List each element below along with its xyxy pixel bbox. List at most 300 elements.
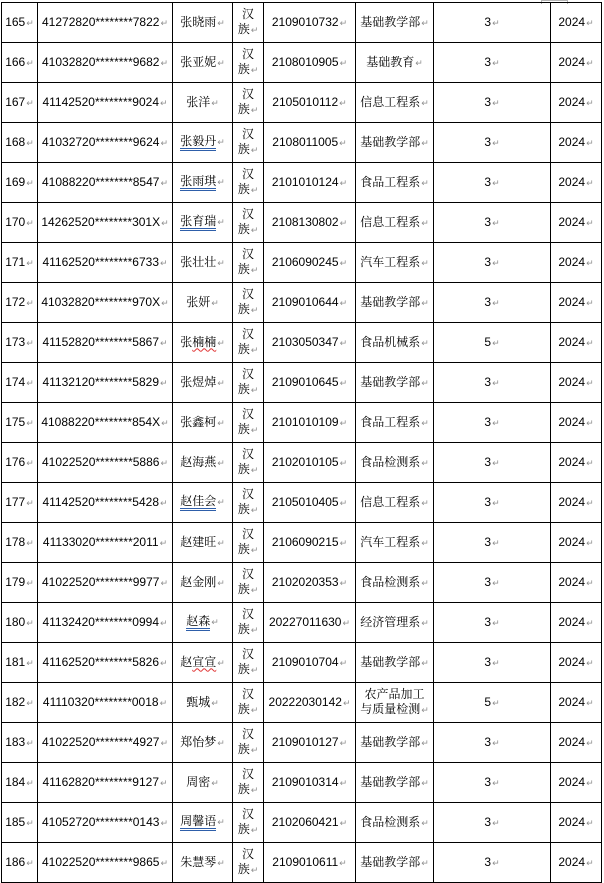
cell-ethnicity[interactable]	[233, 603, 264, 643]
name-text: 张壮壮↵	[180, 254, 225, 269]
cell-student-id[interactable]	[264, 323, 356, 363]
cell-name[interactable]	[173, 563, 233, 603]
cell-year[interactable]	[551, 3, 602, 43]
ethnicity-text: 汉 族↵	[237, 247, 259, 276]
department-text: 基础教学部↵	[360, 134, 429, 149]
cell-ethnicity[interactable]	[233, 683, 264, 723]
id-number-text: 41142520********5428↵	[42, 494, 168, 509]
cell-department[interactable]	[356, 163, 434, 203]
duration-text: 5↵	[484, 334, 500, 349]
id-number-text: 41162520********6733↵	[42, 254, 168, 269]
cell-ethnicity[interactable]	[233, 523, 264, 563]
cell-end-mark: ↵	[160, 177, 168, 188]
cell-id-number[interactable]	[38, 123, 173, 163]
cell-year[interactable]	[551, 563, 602, 603]
cell-end-mark: ↵	[26, 97, 34, 108]
cell-id-number[interactable]	[38, 363, 173, 403]
row-number-text: 172↵	[5, 294, 34, 309]
cell-department[interactable]	[356, 83, 434, 123]
cell-end-mark: ↵	[211, 617, 219, 627]
cell-ethnicity[interactable]	[233, 283, 264, 323]
cell-row-number[interactable]	[2, 803, 38, 843]
cell-row-number[interactable]	[2, 43, 38, 83]
name-text: 赵宣宣↵	[180, 654, 225, 669]
cell-end-mark: ↵	[421, 617, 429, 628]
cell-name[interactable]	[173, 43, 233, 83]
cell-row-number[interactable]	[2, 283, 38, 323]
spellcheck-underline: 宣宣	[192, 654, 217, 669]
ethnicity-text: 汉 族↵	[237, 847, 259, 876]
cell-year[interactable]	[551, 123, 602, 163]
cell-department[interactable]	[356, 203, 434, 243]
cell-department[interactable]	[356, 43, 434, 83]
cell-name[interactable]	[173, 83, 233, 123]
cell-name[interactable]	[173, 123, 233, 163]
cell-row-number[interactable]	[2, 83, 38, 123]
cell-year[interactable]	[551, 683, 602, 723]
cell-end-mark: ↵	[421, 857, 429, 868]
name-text: 张煜焯↵	[180, 374, 225, 389]
year-text: 2024↵	[558, 694, 594, 709]
year-text: 2024↵	[558, 534, 594, 549]
cell-id-number[interactable]	[38, 203, 173, 243]
cell-end-mark: ↵	[26, 737, 34, 748]
cell-end-mark: ↵	[421, 777, 429, 788]
cell-ethnicity[interactable]	[233, 203, 264, 243]
cell-name[interactable]	[173, 323, 233, 363]
cell-row-number[interactable]	[2, 483, 38, 523]
cell-duration[interactable]	[434, 763, 551, 803]
cell-department[interactable]	[356, 803, 434, 843]
cell-student-id[interactable]	[264, 683, 356, 723]
cell-duration[interactable]	[434, 843, 551, 883]
cell-id-number[interactable]	[38, 643, 173, 683]
cell-duration[interactable]	[434, 483, 551, 523]
cell-end-mark: ↵	[492, 737, 500, 748]
cell-name[interactable]	[173, 803, 233, 843]
cell-student-id[interactable]	[264, 403, 356, 443]
cell-year[interactable]	[551, 283, 602, 323]
year-text: 2024↵	[558, 334, 594, 349]
cell-row-number[interactable]	[2, 563, 38, 603]
cell-year[interactable]	[551, 523, 602, 563]
cell-row-number[interactable]	[2, 723, 38, 763]
cell-id-number[interactable]	[38, 443, 173, 483]
cell-id-number[interactable]	[38, 763, 173, 803]
cell-row-number[interactable]	[2, 163, 38, 203]
cell-student-id[interactable]	[264, 443, 356, 483]
cell-ethnicity[interactable]	[233, 43, 264, 83]
duration-text: 3↵	[484, 454, 500, 469]
cell-student-id[interactable]	[264, 603, 356, 643]
cell-name[interactable]	[173, 523, 233, 563]
cell-row-number[interactable]	[2, 763, 38, 803]
cell-ethnicity[interactable]	[233, 443, 264, 483]
cell-department[interactable]	[356, 123, 434, 163]
duration-text: 3↵	[484, 214, 500, 229]
cell-name[interactable]	[173, 203, 233, 243]
cell-duration[interactable]	[434, 643, 551, 683]
table-row	[2, 163, 602, 203]
id-number-text: 41022520********4927↵	[42, 734, 168, 749]
grammar-underline: 赵森	[186, 615, 210, 631]
ethnicity-text: 汉 族↵	[237, 367, 259, 396]
cell-end-mark: ↵	[339, 57, 348, 68]
cell-row-number[interactable]	[2, 363, 38, 403]
table-row	[2, 843, 602, 883]
row-number-text: 183↵	[5, 734, 34, 749]
table-row	[2, 203, 602, 243]
cell-id-number[interactable]	[38, 483, 173, 523]
cell-row-number[interactable]	[2, 203, 38, 243]
cell-ethnicity[interactable]	[233, 323, 264, 363]
cell-ethnicity[interactable]	[233, 483, 264, 523]
ethnicity-text: 汉 族↵	[237, 647, 259, 676]
cell-ethnicity[interactable]	[233, 123, 264, 163]
cell-name[interactable]	[173, 243, 233, 283]
cell-ethnicity[interactable]	[233, 803, 264, 843]
cell-row-number[interactable]	[2, 323, 38, 363]
cell-row-number[interactable]	[2, 243, 38, 283]
cell-end-mark: ↵	[586, 337, 594, 348]
cell-department[interactable]	[356, 403, 434, 443]
cell-end-mark: ↵	[492, 617, 500, 628]
cell-end-mark: ↵	[339, 857, 347, 868]
cell-duration[interactable]	[434, 803, 551, 843]
cell-year[interactable]	[551, 483, 602, 523]
cell-end-mark: ↵	[586, 697, 594, 708]
ethnicity-text: 汉 族↵	[237, 127, 259, 156]
cell-end-mark: ↵	[421, 577, 429, 588]
cell-id-number[interactable]	[38, 803, 173, 843]
cell-student-id[interactable]	[264, 803, 356, 843]
cell-end-mark: ↵	[250, 225, 259, 235]
cell-ethnicity[interactable]	[233, 163, 264, 203]
cell-id-number[interactable]	[38, 563, 173, 603]
cell-name[interactable]	[173, 723, 233, 763]
cell-id-number[interactable]	[38, 43, 173, 83]
cell-duration[interactable]	[434, 723, 551, 763]
student-id-text: 20227011630↵	[268, 614, 351, 629]
cell-student-id[interactable]	[264, 163, 356, 203]
cell-duration[interactable]	[434, 563, 551, 603]
cell-student-id[interactable]	[264, 563, 356, 603]
cell-duration[interactable]	[434, 603, 551, 643]
cell-student-id[interactable]	[264, 203, 356, 243]
year-text: 2024↵	[558, 734, 594, 749]
cell-department[interactable]	[356, 363, 434, 403]
cell-ethnicity[interactable]	[233, 643, 264, 683]
cell-student-id[interactable]	[264, 123, 356, 163]
cell-end-mark: ↵	[250, 465, 259, 475]
cell-name[interactable]	[173, 403, 233, 443]
cell-id-number[interactable]	[38, 83, 173, 123]
cell-end-mark: ↵	[26, 617, 34, 628]
cell-name[interactable]	[173, 283, 233, 323]
cell-row-number[interactable]	[2, 403, 38, 443]
cell-end-mark: ↵	[586, 257, 594, 268]
cell-ethnicity[interactable]	[233, 403, 264, 443]
cell-end-mark: ↵	[339, 137, 347, 148]
cell-department[interactable]	[356, 283, 434, 323]
duration-text: 3↵	[484, 574, 500, 589]
cell-department[interactable]	[356, 643, 434, 683]
cell-end-mark: ↵	[492, 457, 500, 468]
cell-year[interactable]	[551, 723, 602, 763]
cell-department[interactable]	[356, 843, 434, 883]
table-row	[2, 83, 602, 123]
cell-ethnicity[interactable]	[233, 723, 264, 763]
cell-end-mark: ↵	[492, 817, 500, 828]
department-text: 农产品加工 与质量检测↵	[360, 687, 429, 716]
duration-text: 3↵	[484, 374, 500, 389]
cell-duration[interactable]	[434, 523, 551, 563]
row-number-text: 185↵	[5, 814, 34, 829]
cell-student-id[interactable]	[264, 723, 356, 763]
year-text: 2024↵	[558, 454, 594, 469]
name-text: 赵金刚↵	[180, 574, 225, 589]
cell-end-mark: ↵	[160, 497, 168, 508]
cell-end-mark: ↵	[342, 697, 351, 708]
cell-id-number[interactable]	[38, 723, 173, 763]
cell-year[interactable]	[551, 803, 602, 843]
cell-duration[interactable]	[434, 243, 551, 283]
cell-ethnicity[interactable]	[233, 3, 264, 43]
id-number-text: 41022520********5886↵	[42, 454, 168, 469]
cell-student-id[interactable]	[264, 363, 356, 403]
cell-row-number[interactable]	[2, 123, 38, 163]
cell-id-number[interactable]	[38, 283, 173, 323]
cell-duration[interactable]	[434, 123, 551, 163]
cell-end-mark: ↵	[250, 705, 259, 715]
cell-duration[interactable]	[434, 203, 551, 243]
cell-id-number[interactable]	[38, 683, 173, 723]
year-text: 2024↵	[558, 854, 594, 869]
name-text: 赵海燕↵	[180, 454, 225, 469]
cell-end-mark: ↵	[586, 617, 594, 628]
row-number-text: 169↵	[5, 174, 34, 189]
table-row	[2, 603, 602, 643]
name-text	[186, 614, 219, 628]
cell-end-mark: ↵	[250, 305, 259, 315]
cell-duration[interactable]	[434, 83, 551, 123]
cell-student-id[interactable]	[264, 243, 356, 283]
cell-id-number[interactable]	[38, 843, 173, 883]
cell-year[interactable]	[551, 643, 602, 683]
cell-year[interactable]	[551, 443, 602, 483]
cell-id-number[interactable]	[38, 3, 173, 43]
cell-end-mark: ↵	[211, 697, 219, 708]
table-row	[2, 683, 602, 723]
grammar-underline: 张育瑞	[180, 215, 216, 231]
cell-student-id[interactable]	[264, 283, 356, 323]
cell-id-number[interactable]	[38, 323, 173, 363]
cell-end-mark: ↵	[586, 57, 594, 68]
cell-ethnicity[interactable]	[233, 243, 264, 283]
cell-ethnicity[interactable]	[233, 83, 264, 123]
cell-duration[interactable]	[434, 403, 551, 443]
ethnicity-text: 汉 族↵	[237, 407, 259, 436]
duration-text: 3↵	[484, 814, 500, 829]
cell-end-mark: ↵	[250, 265, 259, 275]
cell-id-number[interactable]	[38, 403, 173, 443]
ethnicity-text: 汉 族↵	[237, 527, 259, 556]
cell-name[interactable]	[173, 3, 233, 43]
cell-year[interactable]	[551, 203, 602, 243]
cell-end-mark: ↵	[160, 577, 168, 588]
name-text: 郑怡梦↵	[180, 734, 225, 749]
cell-end-mark: ↵	[26, 777, 34, 788]
id-number-text: 41162520********5826↵	[42, 654, 168, 669]
cell-name[interactable]	[173, 363, 233, 403]
cell-department[interactable]	[356, 3, 434, 43]
cell-department[interactable]	[356, 243, 434, 283]
cell-row-number[interactable]	[2, 523, 38, 563]
cell-year[interactable]	[551, 603, 602, 643]
cell-name[interactable]	[173, 603, 233, 643]
cell-student-id[interactable]	[264, 843, 356, 883]
cell-ethnicity[interactable]	[233, 563, 264, 603]
cell-end-mark: ↵	[339, 17, 348, 28]
cell-department[interactable]	[356, 523, 434, 563]
cell-end-mark: ↵	[160, 657, 168, 668]
cell-row-number[interactable]	[2, 843, 38, 883]
cell-year[interactable]	[551, 763, 602, 803]
cell-student-id[interactable]	[264, 43, 356, 83]
cell-year[interactable]	[551, 163, 602, 203]
ethnicity-text: 汉 族↵	[237, 287, 259, 316]
cell-name[interactable]	[173, 483, 233, 523]
cell-end-mark: ↵	[339, 177, 348, 188]
cell-end-mark: ↵	[421, 457, 429, 468]
cell-year[interactable]	[551, 403, 602, 443]
cell-department[interactable]	[356, 563, 434, 603]
cell-end-mark: ↵	[217, 257, 225, 268]
student-id-text: 2106090245↵	[271, 254, 348, 269]
cell-year[interactable]	[551, 323, 602, 363]
cell-end-mark: ↵	[250, 185, 259, 195]
ethnicity-text: 汉 族↵	[237, 87, 259, 116]
cell-ethnicity[interactable]	[233, 363, 264, 403]
cell-duration[interactable]	[434, 283, 551, 323]
row-number-text: 186↵	[5, 854, 34, 869]
cell-name[interactable]	[173, 683, 233, 723]
cell-end-mark: ↵	[421, 377, 429, 388]
cell-id-number[interactable]	[38, 243, 173, 283]
ethnicity-text: 汉 族↵	[237, 767, 259, 796]
cell-name[interactable]	[173, 443, 233, 483]
cell-end-mark: ↵	[421, 217, 429, 228]
student-id-text: 2109010611↵	[272, 854, 347, 869]
row-number-text: 177↵	[5, 494, 34, 509]
cell-duration[interactable]	[434, 443, 551, 483]
cell-duration[interactable]	[434, 3, 551, 43]
cell-end-mark: ↵	[161, 217, 169, 228]
cell-end-mark: ↵	[217, 457, 225, 468]
cell-duration[interactable]	[434, 163, 551, 203]
cell-department[interactable]	[356, 763, 434, 803]
cell-end-mark: ↵	[26, 17, 34, 28]
department-text: 基础教学部↵	[360, 854, 429, 869]
cell-end-mark: ↵	[250, 545, 259, 555]
cell-student-id[interactable]	[264, 483, 356, 523]
cell-duration[interactable]	[434, 363, 551, 403]
row-number-text: 171↵	[5, 254, 34, 269]
cell-year[interactable]	[551, 843, 602, 883]
cell-year[interactable]	[551, 43, 602, 83]
cell-student-id[interactable]	[264, 3, 356, 43]
row-number-text: 175↵	[5, 414, 34, 429]
cell-ethnicity[interactable]	[233, 763, 264, 803]
cell-row-number[interactable]	[2, 603, 38, 643]
cell-end-mark: ↵	[217, 577, 225, 588]
department-text: 基础教育↵	[366, 54, 423, 69]
cell-end-mark: ↵	[250, 865, 259, 875]
cell-end-mark: ↵	[217, 177, 225, 187]
cell-name[interactable]	[173, 163, 233, 203]
cell-id-number[interactable]	[38, 603, 173, 643]
duration-text: 3↵	[484, 94, 500, 109]
cell-student-id[interactable]	[264, 643, 356, 683]
department-text: 食品检测系↵	[360, 574, 429, 589]
cell-id-number[interactable]	[38, 163, 173, 203]
cell-end-mark: ↵	[250, 585, 259, 595]
duration-text: 3↵	[484, 734, 500, 749]
cell-duration[interactable]	[434, 323, 551, 363]
cell-end-mark: ↵	[250, 425, 259, 435]
cell-year[interactable]	[551, 243, 602, 283]
cell-row-number[interactable]	[2, 643, 38, 683]
cell-id-number[interactable]	[38, 523, 173, 563]
cell-name[interactable]	[173, 763, 233, 803]
cell-row-number[interactable]	[2, 683, 38, 723]
cell-end-mark: ↵	[492, 297, 500, 308]
cell-end-mark: ↵	[26, 417, 34, 428]
id-number-text: 41052720********0143↵	[42, 814, 168, 829]
cell-student-id[interactable]	[264, 763, 356, 803]
cell-duration[interactable]	[434, 43, 551, 83]
cell-duration[interactable]	[434, 683, 551, 723]
cell-student-id[interactable]	[264, 523, 356, 563]
cell-end-mark: ↵	[492, 97, 500, 108]
cell-name[interactable]	[173, 843, 233, 883]
year-text: 2024↵	[558, 134, 594, 149]
cell-department[interactable]	[356, 723, 434, 763]
cell-name[interactable]	[173, 643, 233, 683]
ethnicity-text: 汉 族↵	[237, 807, 259, 836]
cell-department[interactable]	[356, 443, 434, 483]
cell-end-mark: ↵	[586, 657, 594, 668]
cell-department[interactable]	[356, 683, 434, 723]
cell-row-number[interactable]	[2, 3, 38, 43]
table-row	[2, 3, 602, 43]
year-text: 2024↵	[558, 94, 594, 109]
ethnicity-text: 汉 族↵	[237, 567, 259, 596]
cell-department[interactable]	[356, 483, 434, 523]
cell-year[interactable]	[551, 363, 602, 403]
cell-end-mark: ↵	[217, 817, 225, 827]
ethnicity-text: 汉 族↵	[237, 47, 259, 76]
cell-student-id[interactable]	[264, 83, 356, 123]
cell-department[interactable]	[356, 323, 434, 363]
cell-end-mark: ↵	[492, 777, 500, 788]
cell-row-number[interactable]	[2, 443, 38, 483]
cell-year[interactable]	[551, 83, 602, 123]
cell-end-mark: ↵	[415, 57, 423, 68]
cell-department[interactable]	[356, 603, 434, 643]
cell-ethnicity[interactable]	[233, 843, 264, 883]
student-id-text: 2109010645↵	[271, 374, 348, 389]
